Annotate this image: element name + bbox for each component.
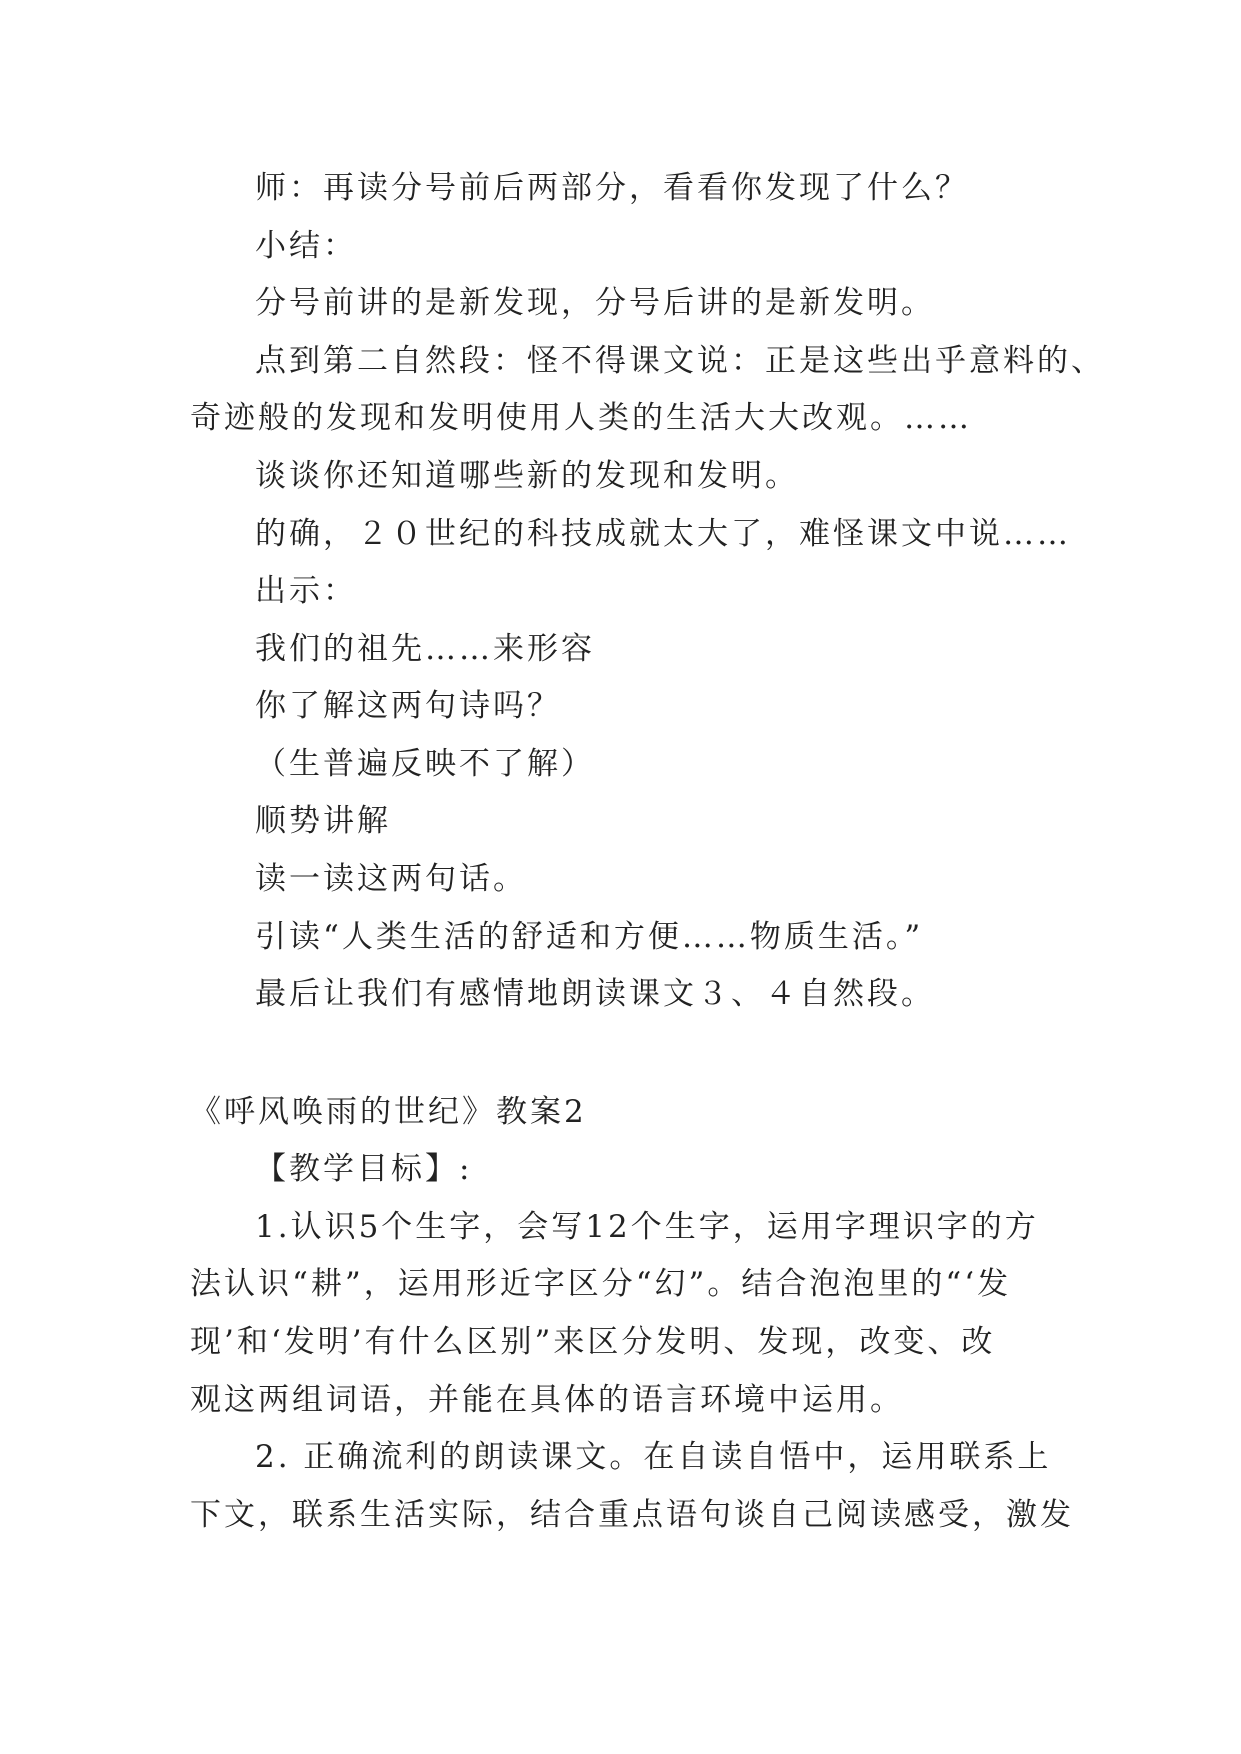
paragraph-line: 现’和‘发明’有什么区别”来区分发明、发现，改变、改 <box>190 1324 996 1360</box>
paragraph-line: 下文，联系生活实际，结合重点语句谈自己阅读感受，激发 <box>190 1497 1074 1533</box>
paragraph-line: 谈谈你还知道哪些新的发现和发明。 <box>255 458 799 494</box>
paragraph-line: 出示： <box>255 573 357 609</box>
section-heading: 【教学目标】: <box>255 1151 473 1187</box>
paragraph-line: 的确，２０世纪的科技成就太大了，难怪课文中说…… <box>255 516 1071 552</box>
paragraph-line: 分号前讲的是新发现，分号后讲的是新发明。 <box>255 285 935 321</box>
paragraph-line: （生普遍反映不了解） <box>255 746 595 782</box>
paragraph-line: 2. 正确流利的朗读课文。在自读自悟中，运用联系上 <box>255 1439 1052 1475</box>
paragraph-line: 最后让我们有感情地朗读课文３、４自然段。 <box>255 976 935 1012</box>
paragraph-line: 观这两组词语，并能在具体的语言环境中运用。 <box>190 1382 904 1418</box>
paragraph-line: 点到第二自然段：怪不得课文说：正是这些出乎意料的、 <box>255 343 1105 379</box>
section-title: 《呼风唤雨的世纪》教案2 <box>190 1094 587 1130</box>
paragraph-line: 顺势讲解 <box>255 803 391 839</box>
paragraph-line: 法认识“耕”，运用形近字区分“幻”。结合泡泡里的“‘发 <box>190 1266 1012 1302</box>
paragraph-line: 读一读这两句话。 <box>255 861 527 897</box>
paragraph-line: 引读“人类生活的舒适和方便……物质生活。” <box>255 919 924 955</box>
paragraph-line: 1.认识5个生字，会写12个生字，运用字理识字的方 <box>255 1209 1039 1245</box>
paragraph-line: 小结： <box>255 228 357 264</box>
paragraph-line: 师：再读分号前后两部分，看看你发现了什么？ <box>255 170 969 206</box>
paragraph-line: 你了解这两句诗吗？ <box>255 688 561 724</box>
paragraph-line: 我们的祖先……来形容 <box>255 631 595 667</box>
paragraph-line: 奇迹般的发现和发明使用人类的生活大大改观。…… <box>190 400 972 436</box>
